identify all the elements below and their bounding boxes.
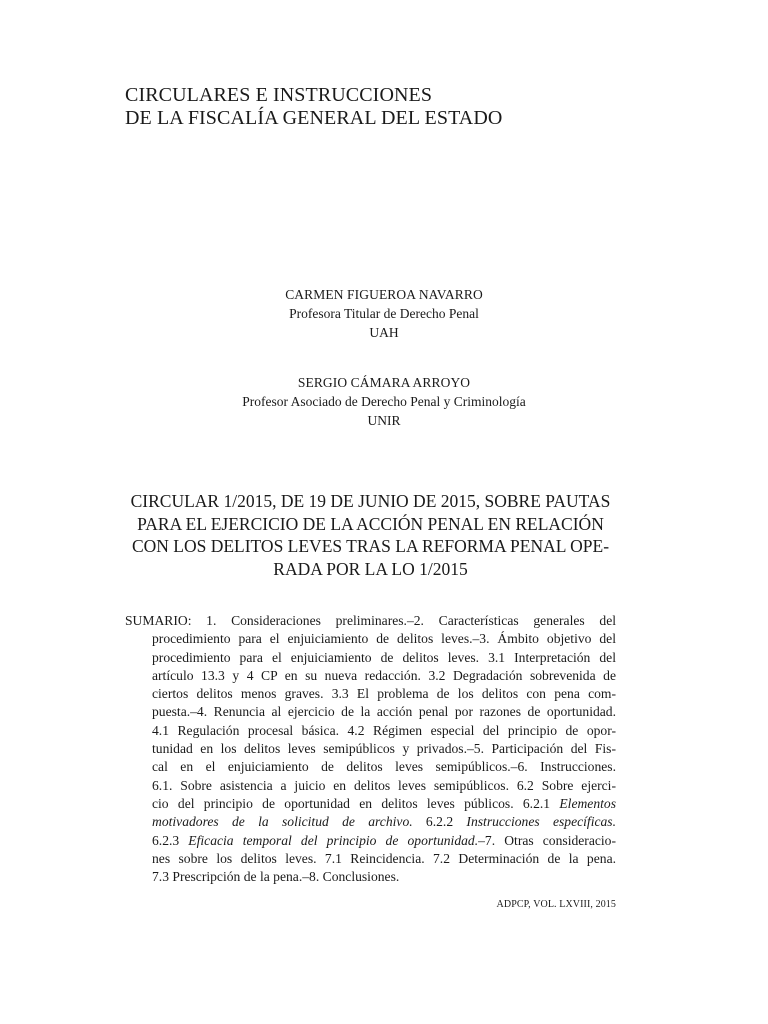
circular-title-line: PARA EL EJERCICIO DE LA ACCIÓN PENAL EN RELACIÓN xyxy=(137,513,604,534)
author-block xyxy=(0,373,768,430)
summary-italic-text: motivadores de la solicitud de archivo. xyxy=(152,814,413,830)
summary-italic-text: Instrucciones específicas. xyxy=(466,814,616,830)
summary-line: nes sobre los delitos leves. 7.1 Reincidencia. 7.2 Determinación de la pena. xyxy=(152,850,616,866)
summary-line: artículo 13.3 y 4 CP en su nueva redacción. 3.2 Degradación sobrevenida de xyxy=(152,667,616,683)
summary-line: cal en el enjuiciamiento de delitos leves semipúblicos.–6. Instrucciones. xyxy=(152,759,616,775)
circular-title-line: CON LOS DELITOS LEVES TRAS LA REFORMA PENAL OPE- xyxy=(131,536,610,556)
summary-italic-text: Eficacia temporal del principio de oportunidad. xyxy=(188,832,479,848)
author-institution: UAH xyxy=(369,325,399,340)
summary-line: tunidad en los delitos leves semipúblicos y privados.–5. Participación del Fis- xyxy=(152,741,616,757)
summary-line: procedimiento para el enjuiciamiento de delitos leves. 3.1 Interpretación del xyxy=(152,649,616,665)
summary-text: cio del principio de oportunidad en delitos leves públicos. 6.2.1 xyxy=(152,795,560,811)
journal-footer: ADPCP, VOL. LXVIII, 2015 xyxy=(496,899,616,910)
author-name: SERGIO CÁMARA ARROYO xyxy=(297,375,471,390)
summary-line xyxy=(125,795,616,813)
summary-line: procedimiento para el enjuiciamiento de delitos leves.–3. Ámbito objetivo del xyxy=(152,631,616,647)
circular-title-line: CIRCULAR 1/2015, DE 19 DE JUNIO DE 2015, SOBRE PAUTAS xyxy=(130,491,611,511)
summary-line: 7.3 Prescripción de la pena.–8. Conclusiones. xyxy=(152,869,400,885)
summary-line: 4.1 Regulación procesal básica. 4.2 Régimen especial del principio de opor- xyxy=(152,722,616,738)
section-title xyxy=(125,84,502,130)
summary-line: SUMARIO: 1. Consideraciones preliminares.–2. Características generales del xyxy=(125,613,616,628)
summary-line xyxy=(125,832,616,850)
circular-title xyxy=(125,490,616,580)
author-position: Profesor Asociado de Derecho Penal y Criminología xyxy=(242,394,526,409)
section-title-line: CIRCULARES E INSTRUCCIONES xyxy=(125,84,433,106)
author-position: Profesora Titular de Derecho Penal xyxy=(289,306,479,321)
summary-line: 6.1. Sobre asistencia a juicio en delitos leves semipúblicos. 6.2 Sobre ejerci- xyxy=(152,777,616,793)
section-title-line: DE LA FISCALÍA GENERAL DEL ESTADO xyxy=(125,107,503,129)
summary xyxy=(125,612,616,886)
author-institution: UNIR xyxy=(367,413,401,428)
summary-text: 6.2.3 xyxy=(152,832,189,848)
circular-title-line: RADA POR LA LO 1/2015 xyxy=(273,558,468,579)
summary-line xyxy=(125,813,616,831)
summary-italic-text: Elementos xyxy=(559,795,616,811)
summary-line: puesta.–4. Renuncia al ejercicio de la acción penal por razones de oportunidad. xyxy=(152,704,616,720)
summary-line: ciertos delitos menos graves. 3.3 El problema de los delitos con pena com- xyxy=(152,686,616,702)
author-block xyxy=(0,285,768,342)
summary-text: –7. Otras consideracio- xyxy=(478,832,616,848)
author-name: CARMEN FIGUEROA NAVARRO xyxy=(285,287,483,302)
summary-text: 6.2.2 xyxy=(412,814,467,830)
